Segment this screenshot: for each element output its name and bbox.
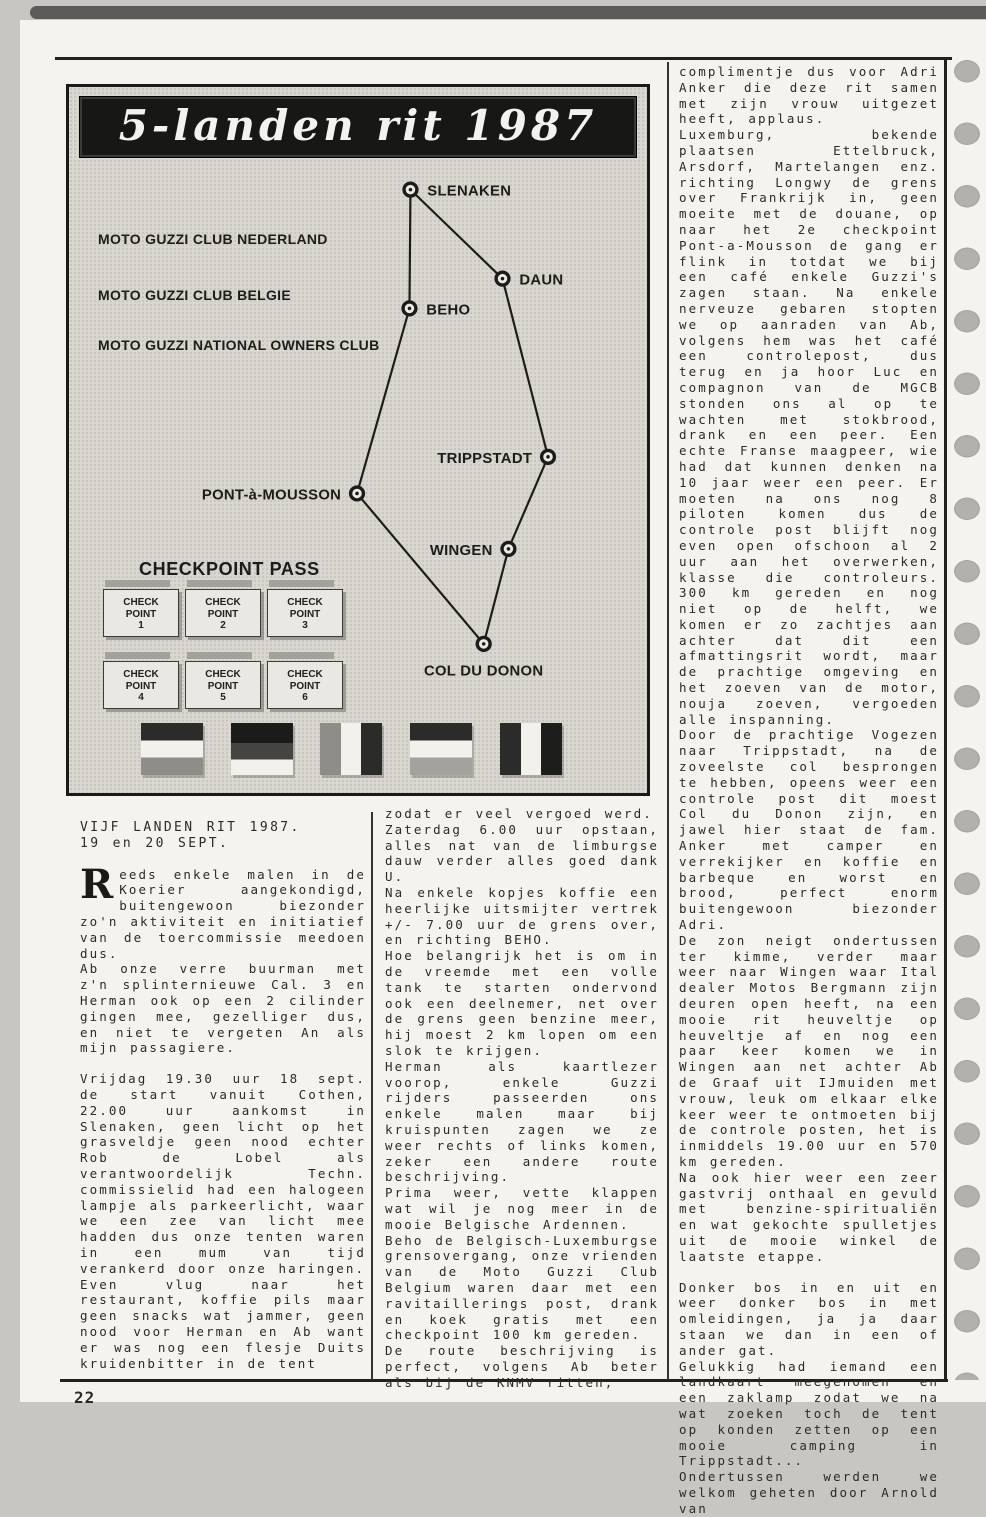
belgium-flag-icon [500,723,562,775]
map-title: 5-landen rit 1987 [79,96,637,158]
checkpoint-card-5 [185,661,261,709]
paragraph: De zon neigt ondertussen ter kimme, verder maar weer naar Wingen waar Ital dealer Motos Bergmann zijn deuren open heeft, na een mooie rit heuveltje op heuveltje af en nog een paar keer komen we in Wingen aan net achter Ab de Graaf uit IJmuiden met vrouw, leuk om elkaar elke keer weer te ontmoeten bij de controle posten, het is inmiddels 19.00 uur en 570 km gereden. [679,932,939,1169]
paragraph: Luxemburg, bekende plaatsen Ettelbruck, Arsdorf, Martelangen enz. richting Longwy de grens over Frankrijk in, geen moeite met de douane, op naar het 2e checkpoint Pont-a-Mousson de gang er flink in totdat we bij een café enkele Guzzi's zagen staan. Na enkele nerveuze gebaren stopten we op aanraden van Ab, volgens hem was het café een controlepost, dus terug en ja hoor Luc en compagnon van de MGCB stonden ons al op te wachten met stokbrood, drank en een peer. Een echte Franse maagpeer, wie had dat kunnen denken na 10 jaar weer een peer. Er moeten na ons nog 8 piloten komen dus de controle post blijft nog even open ofschoon al 2 uur aan het overwerken, klasse die controleurs. 300 km gereden en nog niet op de helft, we komen er zo zachtjes aan achter dat dit een afmattingsrit wordt, maar de prachtige omgeving en het zoeven van de motor, nouja zoeven, vergoeden alle inspanning. [679,127,939,727]
article-heading-line2: 19 en 20 SEPT. [80,835,230,851]
paragraph: Ab onze verre buurman met z'n splinternieuwe Cal. 3 en Herman ook op een 2 cilinder gingen mee, gezelliger dus, en niet te vergeten An als mijn passagiere. [80,961,366,1056]
paragraph: complimentje dus voor Adri Anker die deze rit samen met zijn vrouw uitgezet heeft, applaus. [679,64,939,127]
waypoint-label-col-du-donon: COL DU DONON [423,663,544,680]
page-top-rule [55,57,952,60]
article-column-left [80,820,366,1371]
luxembourg-flag-icon [410,723,472,775]
paragraph: Ondertussen werden we welkom geheten door Arnold van [679,1469,939,1516]
column-divider-left [371,812,373,1380]
waypoint-marker [542,450,555,463]
club-name-belgie: MOTO GUZZI CLUB BELGIE [98,287,292,303]
checkpoint-card-4 [103,661,179,709]
checkpoint-card-number: 2 [220,620,226,631]
waypoint-label-daun: DAUN [519,272,564,289]
netherlands-flag-icon [141,723,203,775]
checkpoint-card-number: 1 [138,620,144,631]
article-column-right [679,64,939,1517]
middle-column-paragraphs [385,806,659,1390]
dropcap-letter: R [80,860,114,908]
waypoint-label-beho: BEHO [426,302,471,319]
paragraph: Herman als kaartlezer voorop, enkele Guzzi rijders passeerden ons enkele malen maar bij kruispunten zagen we ze weer rechts of links komen, zeker een andere route beschrijving. [385,1058,659,1185]
checkpoint-card-label: CHECK POINT [205,597,241,620]
route-lines [357,190,548,644]
page-number: 22 [74,1388,96,1407]
waypoint-marker [403,302,416,315]
paragraph: Zaterdag 6.00 uur opstaan, alles nat van de limburgse dauw verder alles goed dank U. [385,821,659,885]
paragraph: Donker bos in en uit en weer donker bos in met omleidingen, ja ja daar staan we dan in een of ander gat. [679,1279,939,1358]
checkpoint-card-1 [103,589,179,637]
waypoint-label-trippstadt: TRIPPSTADT [437,450,533,467]
waypoint-marker [477,637,490,650]
waypoint-label-wingen: WINGEN [429,542,493,559]
checkpoint-card-label: CHECK POINT [123,669,159,692]
page-right-rule [944,57,947,1382]
checkpoint-card-number: 5 [220,692,226,703]
lead-paragraph-text: eeds enkele malen in de Koerier aangekondigd, buitengewoon biezonder zo'n aktiviteit en initiatief van de toercommissie meedoen dus. [80,866,366,961]
france-flag-icon [320,723,382,775]
club-name-nederland: MOTO GUZZI CLUB NEDERLAND [98,231,328,247]
paragraph: Na ook hier weer een zeer gastvrij onthaal en gevuld met benzine-spiritualiën en wat gekochte spulletjes uit de mooie winkel de laatste etappe. [679,1169,939,1264]
checkpoint-card-label: CHECK POINT [123,597,159,620]
checkpoint-pass-heading: CHECKPOINT PASS [139,559,320,579]
left-column-paragraphs [80,961,366,1371]
binder-holes [949,40,985,1380]
checkpoint-card-2 [185,589,261,637]
waypoint-marker [404,183,417,196]
waypoint-label-pont-a-mousson: PONT-à-MOUSSON [201,487,342,504]
paragraph: Beho de Belgisch-Luxemburgse grensovergang, onze vrienden van de Moto Guzzi Club Belgium waren daar met een ravitaillerings post, drank en koek gratis met een checkpoint 100 km gereden. [385,1232,659,1343]
germany-flag-icon [231,723,293,775]
checkpoint-card-label: CHECK POINT [287,669,323,692]
club-name-owners: MOTO GUZZI NATIONAL OWNERS CLUB [98,337,380,353]
column-divider-right [667,62,669,1380]
scan-top-shadow [30,6,986,19]
checkpoint-card-number: 4 [138,692,144,703]
paragraph: Door de prachtige Vogezen naar Trippstadt, na de zoveelste col besprongen te hebben, opeens weer een controle post dit moest Col du Donon zijn, en jawel hier staat de fam. Anker met camper en verrekijker en koffie en barbeque en worst en brood, perfect enorm buitengewoon biezonder Adri. [679,727,939,933]
paragraph: De route beschrijving is perfect, volgens Ab beter als bij de KNMV ritten, [385,1343,659,1390]
checkpoint-card-label: CHECK POINT [287,597,323,620]
route-nodes [351,183,555,650]
waypoint-label-slenaken: SLENAKEN [427,183,512,200]
checkpoint-card-3 [267,589,343,637]
route-map-panel [66,84,650,796]
article-heading-line1: VIJF LANDEN RIT 1987. [80,820,301,835]
waypoint-marker [502,542,515,555]
paragraph: Na enkele kopjes koffie een heerlijke uitsmijter vertrek +/- 7.00 uur de grens over, en richting BEHO. [385,884,659,948]
paragraph: Prima weer, vette klappen wat wil je nog meer in de mooie Belgische Ardennen. [385,1185,659,1232]
checkpoint-card-label: CHECK POINT [205,669,241,692]
article-column-middle [385,806,659,1390]
right-column-paragraphs [679,64,939,1517]
paragraph: Gelukkig had iemand een landkaart meegenomen en een zaklamp zodat we na wat zoeken toch de tent op konden zetten op een mooie camping in Trippstadt... [679,1358,939,1469]
paragraph: Vrijdag 19.30 uur 18 sept. de start vanuit Cothen, 22.00 uur aankomst in Slenaken, geen licht op het grasveldje geen nood echter Rob de Lobel als verantwoordelijk Techn. commissielid had een halogeen lampje als parkeerlicht, waar we een zee van licht mee hadden dus onze tenten waren in een mum van tijd verankerd door onze haringen. [80,1071,366,1276]
waypoint-marker [351,487,364,500]
paragraph: Even vlug naar het restaurant, koffie pils maar geen snacks wat jammer, geen nood voor Herman en Ab want er was nog een flesje Duits kruidenbitter in de tent [80,1276,366,1371]
waypoint-marker [496,272,509,285]
checkpoint-card-number: 6 [302,692,308,703]
paragraph: Hoe belangrijk het is om in de vreemde met een volle tank te starten ondervond ook een deelnemer, net over de grens geen benzine meer, hij moest 2 km lopen om een slok te krijgen. [385,948,659,1058]
checkpoint-card-number: 3 [302,620,308,631]
lead-paragraph [80,860,366,962]
checkpoint-card-6 [267,661,343,709]
paragraph: zodat er veel vergoed werd. [385,806,653,821]
